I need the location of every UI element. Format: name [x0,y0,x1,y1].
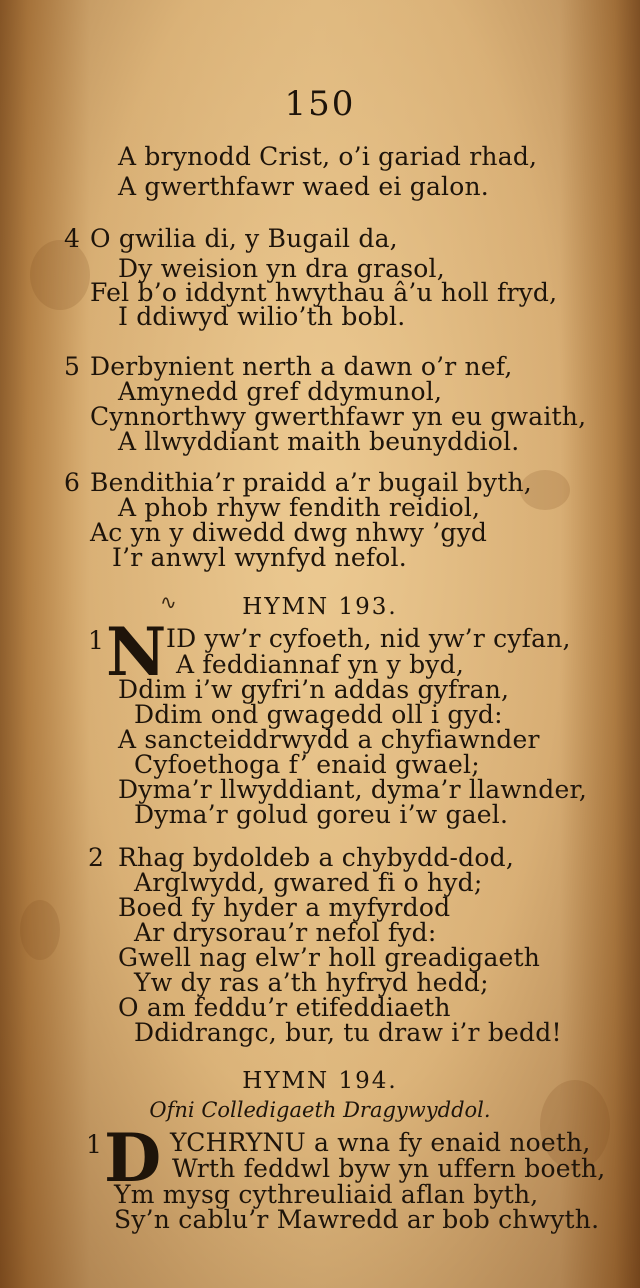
stanza-6-line-3: Ac yn y diwedd dwg nhwy ’gyd [90,518,488,547]
stanza-5-line-4: A llwyddiant maith beunyddiol. [118,427,520,456]
hymn-194-s1-line-4: Sy’n cablu’r Mawredd ar bob chwyth. [114,1205,600,1234]
stanza-4-number: 4 [64,224,80,253]
hymn-193-s2-line-5: Gwell nag elw’r holl greadigaeth [118,943,541,972]
hymn-194-subtitle: Ofni Colledigaeth Dragywyddol. [149,1098,491,1122]
hymn-193-s1-line-5: A sancteiddrwydd a chyfiawnder [118,725,540,754]
hymn-193-stanza-2-number: 2 [88,843,104,872]
hymn-193-s1-line-8: Dyma’r golud goreu i’w gael. [134,800,509,829]
hymn-194-heading: HYMN 194. [242,1068,398,1094]
ornament-flourish-icon: ∿ [160,590,177,614]
stanza-6-line-4: I’r anwyl wynfyd nefol. [112,543,407,572]
hymn-193-s1-line-2: A feddiannaf yn y byd, [176,650,464,679]
hymn-194-s1-line-2: Wrth feddwl byw yn uffern boeth, [172,1154,606,1183]
hymn-193-s2-line-4: Ar drysorau’r nefol fyd: [134,918,437,947]
stanza-4-line-4: I ddiwyd wilio’th bobl. [118,302,406,331]
hymn-194-stanza-1-number: 1 [86,1130,102,1159]
stanza-5-number: 5 [64,352,80,381]
hymn-194-dropcap: D [104,1119,162,1197]
hymn-193-s2-line-1: Rhag bydoldeb a chybydd-dod, [118,843,514,872]
stanza-5-line-1: Derbynient nerth a dawn o’r nef, [90,352,513,381]
hymn-193-s1-line-7: Dyma’r llwyddiant, dyma’r llawnder, [118,775,588,804]
stanza-6-line-2: A phob rhyw fendith reidiol, [118,493,481,522]
stain-4 [20,900,60,960]
hymn-193-s1-line-1: ID yw’r cyfoeth, nid yw’r cyfan, [166,624,571,653]
fragment-line-2: A gwerthfawr waed ei galon. [118,172,489,201]
page-number: 150 [284,84,356,124]
hymn-193-s2-line-6: Yw dy ras a’th hyfryd hedd; [134,968,489,997]
hymn-194-s1-line-3: Ym mysg cythreuliaid aflan byth, [114,1180,539,1209]
hymn-193-s1-line-3: Ddim i’w gyfri’n addas gyfran, [118,675,510,704]
stanza-4-line-1: O gwilia di, y Bugail da, [90,224,398,253]
fragment-line-1: A brynodd Crist, o’i gariad rhad, [118,142,538,171]
hymn-193-s2-line-8: Ddidrangc, bur, tu draw i’r bedd! [134,1018,562,1047]
hymn-193-s2-line-3: Boed fy hyder a myfyrdod [118,893,451,922]
hymn-194-s1-line-1: YCHRYNU a wna fy enaid noeth, [170,1128,591,1157]
hymn-193-s2-line-7: O am feddu’r etifeddiaeth [118,993,451,1022]
stanza-6-line-1: Bendithia’r praidd a’r bugail byth, [90,468,532,497]
hymn-193-s1-line-4: Ddim ond gwagedd oll i gyd: [134,700,503,729]
stanza-5-line-3: Cynnorthwy gwerthfawr yn eu gwaith, [90,402,587,431]
hymn-193-heading: HYMN 193. [242,594,398,620]
hymn-193-dropcap: N [106,613,167,691]
stanza-4-line-3: Fel b’o iddynt hwythau â’u holl fryd, [90,278,558,307]
stanza-4-line-2: Dy weision yn dra grasol, [118,254,445,283]
stanza-6-number: 6 [64,468,80,497]
stanza-5-line-2: Amynedd gref ddymunol, [118,377,443,406]
hymn-193-s2-line-2: Arglwydd, gwared fi o hyd; [134,868,483,897]
stain-1 [30,240,90,310]
hymn-193-s1-line-6: Cyfoethoga f’ enaid gwael; [134,750,480,779]
hymn-193-stanza-1-number: 1 [88,626,104,655]
